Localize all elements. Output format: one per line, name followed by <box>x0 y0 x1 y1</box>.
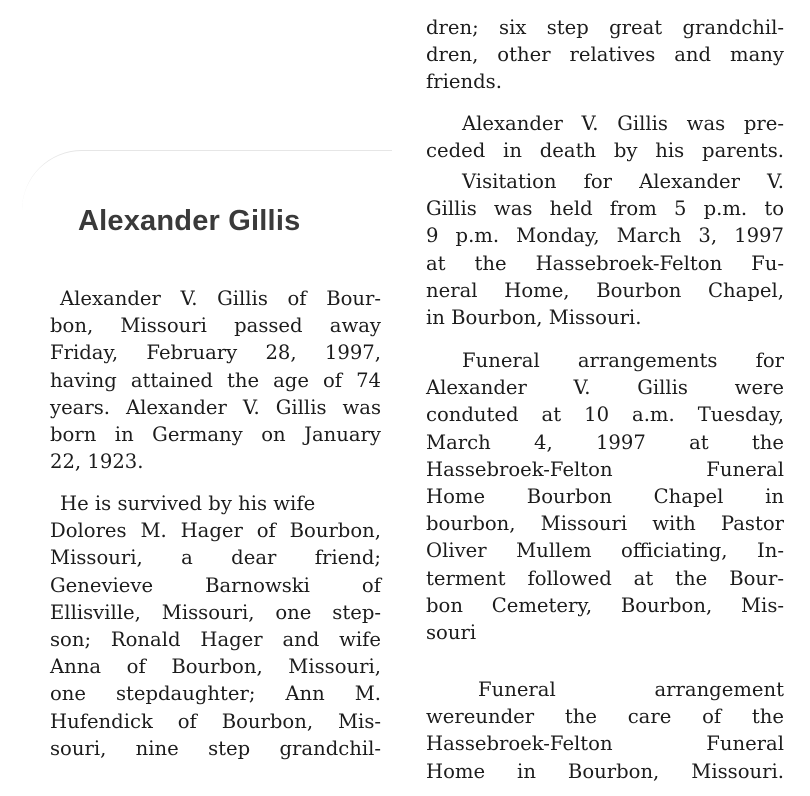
text-line: Hufendick of Bourbon, Mis- <box>50 709 381 733</box>
text-line: Oliver Mullem officiating, In- <box>426 539 784 563</box>
text-line: Alexander V. Gillis were <box>426 376 784 400</box>
text-line: one stepdaughter; Ann M. <box>50 682 381 706</box>
text-line: bourbon, Missouri with Pastor <box>426 512 784 536</box>
text-line: 22, 1923. <box>50 450 144 474</box>
text-line: Visitation for Alexander V. <box>462 170 784 193</box>
text-line: ceded in death by his parents. <box>426 139 784 163</box>
text-line: conduted at 10 a.m. Tuesday, <box>426 403 784 427</box>
text-line: Hassebroek-Felton Funeral <box>426 732 784 756</box>
text-line: Gillis was held from 5 p.m. to <box>426 197 784 221</box>
text-line: terment followed at the Bour- <box>426 566 784 590</box>
text-line: Anna of Bourbon, Missouri, <box>50 655 381 679</box>
text-line: Funeral arrangements for <box>462 349 784 372</box>
text-line: having attained the age of 74 <box>50 368 381 392</box>
text-line: Home Bourbon Chapel in <box>426 485 784 509</box>
text-line: Missouri, a dear friend; <box>50 546 381 570</box>
text-line: bon, Missouri passed away <box>50 314 381 338</box>
text-line: Hassebroek-Felton Funeral <box>426 457 784 481</box>
obituary-heading: Alexander Gillis <box>78 205 301 237</box>
text-line: 9 p.m. Monday, March 3, 1997 <box>426 224 784 248</box>
text-line: Friday, February 28, 1997, <box>50 341 381 365</box>
paragraph-preceded-in-death <box>426 110 784 164</box>
text-line: at the Hassebroek-Felton Fu- <box>426 251 784 275</box>
text-line: Alexander V. Gillis of Bour- <box>60 287 381 310</box>
text-line: March 4, 1997 at the <box>426 430 784 454</box>
text-line: neral Home, Bourbon Chapel, <box>426 278 784 302</box>
text-line: son; Ronald Hager and wife <box>50 628 381 652</box>
text-line: born in Germany on January <box>50 423 381 447</box>
paragraph-funeral-service <box>426 347 784 646</box>
text-line: Genevieve Barnowski of <box>50 573 381 597</box>
text-line: years. Alexander V. Gillis was <box>50 395 381 419</box>
text-line: dren; six step great grandchil- <box>426 16 784 39</box>
text-line: friends. <box>426 70 502 94</box>
text-line: Funeral arrangement <box>478 678 784 701</box>
paragraph-funeral-home <box>426 676 784 785</box>
text-line: bon Cemetery, Bourbon, Mis- <box>426 593 784 617</box>
text-line: Home in Bourbon, Missouri. <box>426 759 784 783</box>
text-line: in Bourbon, Missouri. <box>426 306 642 330</box>
paragraph-visitation <box>426 168 784 331</box>
text-line: wereunder the care of the <box>426 705 784 729</box>
text-line: souri, nine step grandchil- <box>50 736 381 760</box>
paragraph-survivors <box>50 490 381 762</box>
text-line: dren, other relatives and many <box>426 43 784 67</box>
text-line: He is survived by his wife <box>60 492 316 515</box>
text-line: souri <box>426 621 477 645</box>
text-line: Alexander V. Gillis was pre- <box>462 112 784 135</box>
paragraph-death-notice <box>50 285 381 475</box>
text-line: Ellisville, Missouri, one step- <box>50 600 381 624</box>
paragraph-survivors-continued <box>426 14 784 96</box>
text-line: Dolores M. Hager of Bourbon, <box>50 519 381 543</box>
